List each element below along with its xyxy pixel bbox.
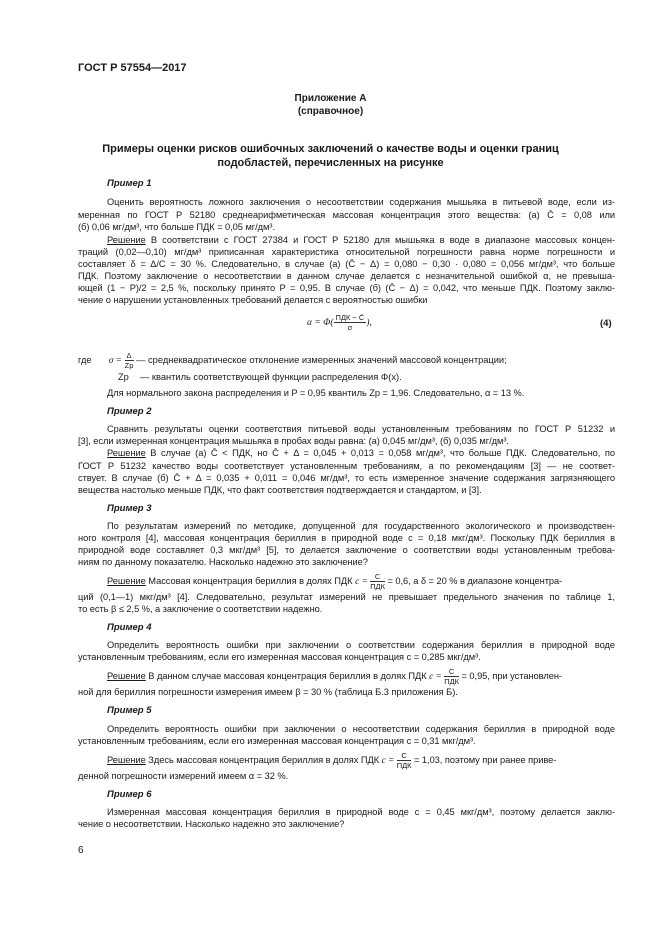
example-2-solution-line-4: вещества настолько меньше ПДК, что факт соответствия подтверждается и стандартом, и [3]. — [78, 485, 482, 495]
formula-denominator: σ — [347, 323, 353, 332]
example-3-solution-line-1 — [107, 572, 644, 591]
example-4-solution-line-1 — [107, 667, 644, 686]
example-2-solution-line-2: ГОСТ Р 51232 качество воды соответствует установленным требованиям, а по рекомендациям [3] — не соответ- — [78, 461, 615, 471]
where-zp-symbol: Zp — [118, 372, 129, 382]
solution-text-b: = 0,95, при установлен- — [461, 670, 562, 681]
solution-fraction — [444, 667, 459, 686]
example-1-line-2: меренная по ГОСТ Р 52180 среднеарифметическая массовая концентрация этого вещества: (а) C̄ = 0,08 или — [78, 210, 615, 220]
example-4-label: Пример 4 — [107, 622, 152, 633]
example-3-solution-line-2: ций (0,1—1) мкг/дм³ [4]. Следовательно, результат измерений не превышает предельного значения по таблице 1, — [78, 592, 615, 602]
example-2-line-2: [3], если измеренная концентрация мышьяка в пробах воды равна: (а) 0,045 мг/дм³, (б) 0,035 мг/дм³. — [78, 436, 509, 446]
where-sigma-denominator: Zp — [124, 361, 134, 370]
example-6-label: Пример 6 — [107, 789, 152, 800]
solution-text-a: Массовая концентрация бериллия в долях ПДК — [145, 575, 353, 586]
example-2-line-1: Сравнить результаты оценки соответствия питьевой воды установленным требованиям по ГОСТ Р 51232 и — [107, 424, 615, 434]
where-clause — [78, 351, 507, 370]
example-5-line-1: Определить вероятность ошибки при заключении о несоответствии содержания бериллия в природной воде — [107, 724, 615, 734]
solution-label: Решение — [107, 670, 146, 681]
appendix-subtitle: (справочное) — [297, 106, 364, 117]
solution-text: В соответствии с ГОСТ 27384 и ГОСТ Р 52180 для мышьяка в воде в диапазоне массовых концен- — [145, 235, 615, 245]
formula-numerator: ПДК − C̄ — [335, 313, 365, 322]
formula-4 — [307, 313, 372, 332]
solution-fraction-num: C — [370, 572, 385, 582]
example-5-solution-line-1 — [107, 751, 644, 770]
example-6-line-1: Измеренная массовая концентрация бериллия в природной воде c = 0,45 мкг/дм³, поэтому делается заклю- — [107, 807, 615, 817]
section-heading-line2: подобластей, перечисленных на рисунке — [217, 157, 444, 169]
solution-fraction-den: ПДК — [444, 677, 459, 686]
solution-fraction-num: C — [397, 751, 412, 761]
example-1-label: Пример 1 — [107, 178, 152, 189]
appendix-title: Приложение А — [294, 93, 367, 104]
section-heading-line1: Примеры оценки рисков ошибочных заключений о качестве воды и оценки границ — [102, 143, 559, 155]
example-3-solution-line-3: то есть β ≤ 2,5 %, а заключение о соответствии надежно. — [78, 604, 323, 614]
example-1-solution-line-5: ющей (1 − P)/2 = 2,5 %, поскольку принято P = 0,95. В случае (б) (C̄ − Δ) = 0,042, что меньше ПДК. Поэтому заклю- — [78, 283, 615, 293]
example-1-conclusion: Для нормального закона распределения и P = 0,95 квантиль Zp = 1,96. Следовательно, α = 13 %. — [107, 388, 525, 398]
example-2-label: Пример 2 — [107, 406, 152, 417]
where-label: где — [78, 354, 92, 365]
example-3-line-2: ного контроля [4], массовая концентрация бериллия в природной воде c = 0,18 мкг/дм³. Поскольку ПДК бериллия в — [78, 533, 615, 543]
where-zp-clause — [118, 372, 402, 382]
formula-lhs: α = Φ( — [307, 318, 334, 329]
example-3-line-1: По результатам измерений по методике, допущенной для государственного экологического и производствен- — [107, 521, 615, 531]
solution-label: Решение — [107, 235, 146, 245]
formula-rhs: ), — [366, 318, 372, 329]
solution-c: c = — [429, 671, 442, 682]
example-1-solution-line-4: ПДК. Поэтому заключение о несоответствии в данном случае делается с незначительной ошибкой α, не превыша- — [78, 271, 615, 281]
example-4-line-1: Определить вероятность ошибки при заключении о соответствии содержания бериллия в природной воде — [107, 640, 615, 650]
solution-text-a: Здесь массовая концентрация бериллия в долях ПДК — [145, 754, 380, 765]
example-1-line-3: (б) 0,06 мг/дм³, что больше ПДК = 0,05 мг/дм³. — [78, 222, 275, 232]
example-2-solution-line-1 — [107, 448, 615, 458]
solution-fraction — [397, 751, 412, 770]
example-4-solution-line-2: ной для бериллия погрешности измерения имеем β = 30 % (таблица Б.3 приложения Б). — [78, 687, 458, 697]
example-1-solution-line-3: составляет δ = Δ/C = 30 %. Следовательно, в случае (а) (C̄ − Δ) = 0,080 − 0,30 · 0,080 = 0,056 мг/дм³, что больше — [78, 259, 615, 269]
solution-fraction — [370, 572, 385, 591]
example-6-line-2: чение о несоответствии. Насколько надежно это заключение? — [78, 819, 345, 829]
example-5-label: Пример 5 — [107, 705, 152, 716]
document-header: ГОСТ Р 57554—2017 — [78, 62, 187, 74]
formula-number: (4) — [600, 318, 612, 329]
solution-text-a: В данном случае массовая концентрация бериллия в долях ПДК — [145, 670, 427, 681]
example-1-solution-line-6: чение о нарушении установленных требований делается с вероятностью ошибки — [78, 295, 428, 305]
example-3-line-4: ниям по данному показателю. Насколько надежно это заключение? — [78, 557, 368, 567]
example-2-solution-line-3: ствует. В случае (б) C̄ + Δ = 0,035 + 0,011 = 0,046 мг/дм³, то есть измеренное значение содержания загрязняющего — [78, 473, 615, 483]
where-sigma-fraction — [125, 351, 134, 370]
example-5-line-2: установленным требованиям, если его измеренная массовая концентрация c = 0,31 мкг/дм³. — [78, 736, 476, 746]
example-1-line-1: Оценить вероятность ложного заключения о несоответствии содержания мышьяка в питьевой воде, если из- — [107, 197, 615, 207]
example-1-solution-line-2: траций (0,02—0,10) мг/дм³ приписанная характеристика относительной погрешности равна норме погрешности и — [78, 247, 615, 257]
solution-text-b: = 0,6, а δ = 20 % в диапазоне концентра- — [387, 575, 563, 586]
solution-c: c = — [381, 755, 395, 766]
solution-text: В случае (а) C̄ < ПДК, но C̄ + Δ = 0,045 + 0,013 = 0,058 мг/дм³, что больше ПДК. Следовательно, по — [145, 448, 615, 458]
solution-label: Решение — [107, 754, 146, 765]
example-1-solution-line-1 — [107, 235, 615, 245]
example-5-solution-line-2: денной погрешности измерений имеем α = 32 %. — [78, 771, 289, 781]
solution-label: Решение — [107, 575, 146, 586]
example-4-line-2: установленным требованиям, если его измеренная массовая концентрация c = 0,285 мкг/дм³. — [78, 652, 481, 662]
solution-fraction-den: ПДК — [396, 761, 412, 770]
page-number: 6 — [78, 845, 84, 856]
solution-label: Решение — [107, 448, 146, 458]
where-sigma: σ = — [108, 355, 122, 366]
example-3-label: Пример 3 — [107, 503, 152, 514]
example-3-line-3: природной воде составляет 0,3 мкг/дм³ [5], то делается заключение о соответствии воды установленным требова- — [78, 545, 615, 555]
solution-fraction-den: ПДК — [370, 582, 385, 591]
formula-fraction — [334, 313, 367, 332]
solution-c: c = — [355, 576, 368, 587]
solution-text-b: = 1,03, поэтому при ранее приве- — [414, 754, 557, 765]
solution-fraction-num: C — [444, 667, 459, 677]
where-sigma-numerator: Δ — [126, 351, 132, 360]
where-sigma-text: — среднеквадратическое отклонение измеренных значений массовой концентрации; — [136, 354, 507, 365]
where-zp-text: — квантиль соответствующей функции распределения Φ(x). — [140, 372, 402, 382]
